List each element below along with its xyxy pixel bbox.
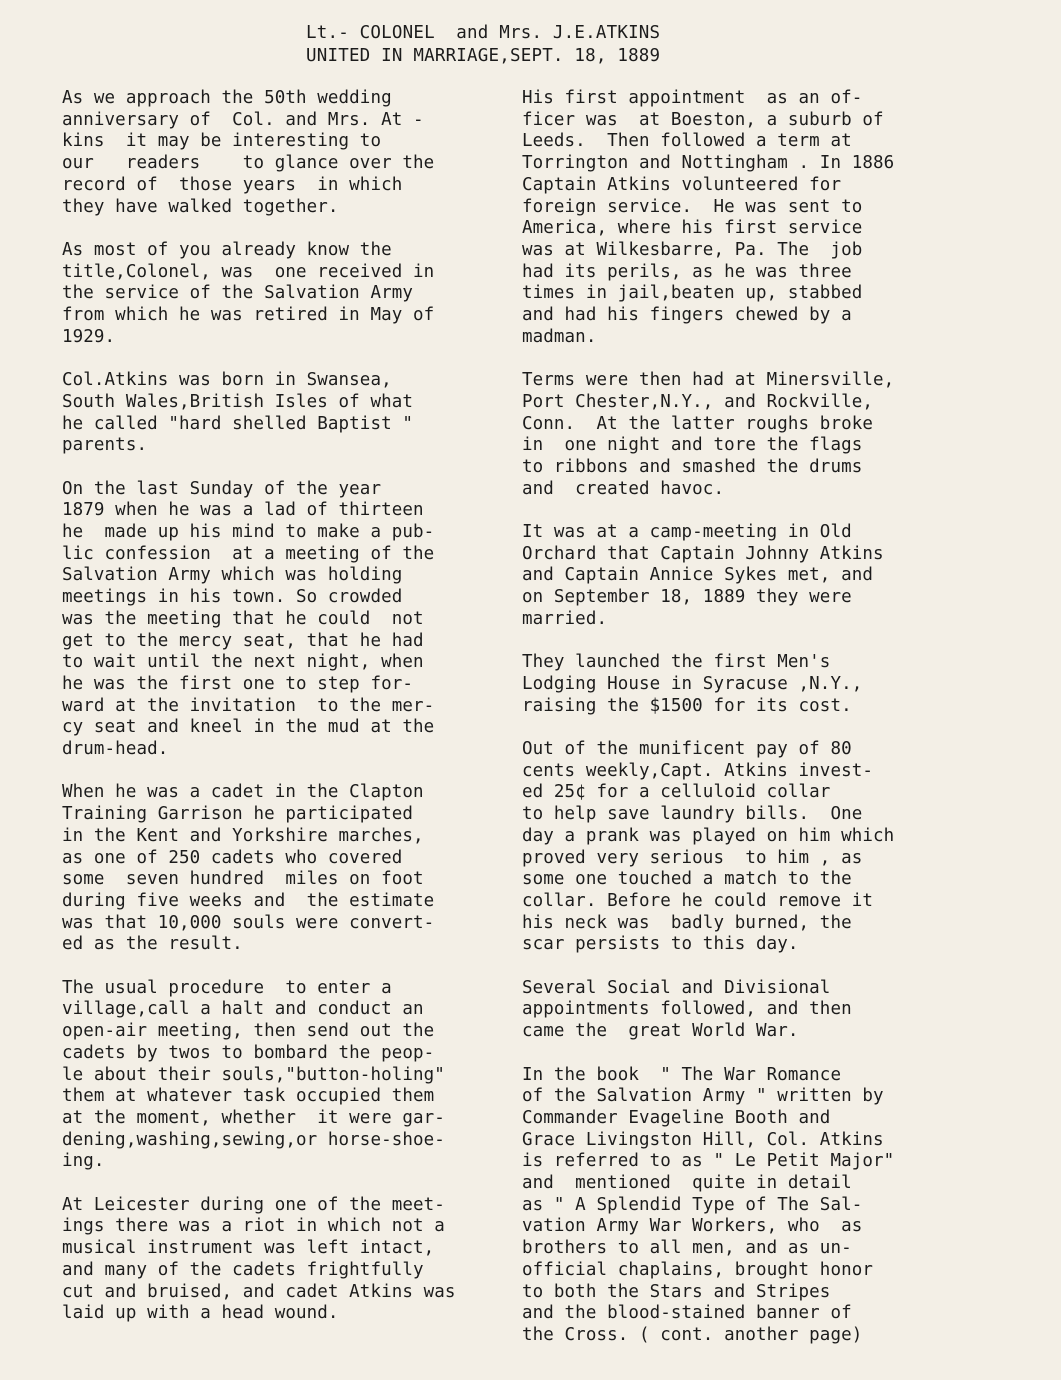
text-line: proved very serious to him , as — [522, 847, 863, 868]
paragraph-gap — [62, 218, 512, 240]
paragraph-gap — [62, 457, 512, 479]
paragraph-gap — [522, 956, 982, 978]
text-line: as one of 250 cadets who covered — [62, 847, 403, 868]
text-line: vation Army War Workers, who as — [522, 1216, 863, 1237]
text-line: 1879 when he was a lad of thirteen — [62, 500, 424, 521]
text-line: At Leicester during one of the meet- — [62, 1194, 445, 1215]
text-line: le about their souls,"button-holing" — [62, 1064, 445, 1085]
text-line: ficer was at Boeston, a suburb of — [522, 109, 884, 130]
text-line: foreign service. He was sent to — [522, 196, 863, 217]
text-line: Several Social and Divisional — [522, 977, 831, 998]
text-line: they have walked together. — [62, 196, 339, 217]
paragraph-gap — [522, 500, 982, 522]
text-line: Out of the munificent pay of 80 — [522, 739, 852, 760]
text-line: Torrington and Nottingham . In 1886 — [522, 153, 895, 174]
paragraph-gap — [522, 348, 982, 370]
text-line: the Cross. ( cont. another page) — [522, 1324, 863, 1345]
text-line: laid up with a head wound. — [62, 1303, 339, 1324]
paragraph — [62, 1195, 512, 1325]
text-line: on September 18, 1889 they were — [522, 587, 852, 608]
paragraph-gap — [62, 761, 512, 783]
text-line: record of those years in which — [62, 174, 403, 195]
text-line: meetings in his town. So crowded — [62, 587, 403, 608]
paragraph — [62, 479, 512, 761]
text-line: appointments followed, and then — [522, 999, 852, 1020]
text-line: came the great World War. — [522, 1021, 799, 1042]
text-line: The usual procedure to enter a — [62, 977, 392, 998]
paragraph — [522, 370, 982, 500]
paragraph-gap — [62, 956, 512, 978]
text-line: village,call a halt and conduct an — [62, 999, 424, 1020]
text-line: get to the mercy seat, that he had — [62, 630, 424, 651]
paragraph — [522, 522, 982, 631]
text-line: anniversary of Col. and Mrs. At - — [62, 109, 424, 130]
text-line: cut and bruised, and cadet Atkins was — [62, 1281, 456, 1302]
text-line: our readers to glance over the — [62, 153, 435, 174]
text-line: in one night and tore the flags — [522, 435, 863, 456]
text-line: Commander Evageline Booth and — [522, 1107, 831, 1128]
text-line: during five weeks and the estimate — [62, 890, 435, 911]
text-line: 1929. — [62, 326, 116, 347]
paragraph-gap — [522, 717, 982, 739]
text-line: some seven hundred miles on foot — [62, 869, 424, 890]
text-line: had its perils, as he was three — [522, 261, 852, 282]
text-line: As we approach the 50th wedding — [62, 88, 392, 108]
text-line: Lodging House in Syracuse ,N.Y., — [522, 673, 863, 694]
paragraph — [522, 652, 982, 717]
text-line: and many of the cadets frightfully — [62, 1259, 424, 1280]
text-line: to wait until the next night, when — [62, 652, 424, 673]
text-line: was that 10,000 souls were convert- — [62, 912, 435, 933]
text-line: ward at the invitation to the mer- — [62, 695, 435, 716]
text-line: Grace Livingston Hill, Col. Atkins — [522, 1129, 884, 1150]
text-line: lic confession at a meeting of the — [62, 543, 435, 564]
text-line: cadets by twos to bombard the peop- — [62, 1042, 435, 1063]
text-line: Captain Atkins volunteered for — [522, 174, 842, 195]
paragraph-gap — [62, 348, 512, 370]
text-line: raising the $1500 for its cost. — [522, 695, 852, 716]
text-line: cy seat and kneel in the mud at the — [62, 717, 435, 738]
text-line: ings there was a riot in which not a — [62, 1216, 445, 1237]
text-line: day a prank was played on him which — [522, 825, 895, 846]
paragraph — [62, 782, 512, 956]
text-line: at the moment, whether it were gar- — [62, 1107, 445, 1128]
text-line: he made up his mind to make a pub- — [62, 522, 435, 543]
text-line: and created havoc. — [522, 478, 725, 499]
text-line: open-air meeting, then send out the — [62, 1021, 435, 1042]
text-line: was the meeting that he could not — [62, 608, 424, 629]
text-line: As most of you already know the — [62, 239, 392, 260]
text-line: His first appointment as an of- — [522, 88, 863, 108]
text-line: he was the first one to step for- — [62, 673, 413, 694]
left-column — [62, 88, 512, 1325]
text-line: them at whatever task occupied them — [62, 1086, 435, 1107]
text-line: ed 25¢ for a celluloid collar — [522, 782, 831, 803]
text-line: in the Kent and Yorkshire marches, — [62, 825, 424, 846]
text-line: to both the Stars and Stripes — [522, 1281, 831, 1302]
text-line: and the blood-stained banner of — [522, 1303, 852, 1324]
text-line: official chaplains, brought honor — [522, 1259, 873, 1280]
paragraph-gap — [62, 1173, 512, 1195]
text-line: musical instrument was left intact, — [62, 1238, 435, 1259]
text-line: South Wales,British Isles of what — [62, 391, 413, 412]
text-line: Port Chester,N.Y., and Rockville, — [522, 391, 873, 412]
text-line: to help save laundry bills. One — [522, 804, 863, 825]
text-line: from which he was retired in May of — [62, 305, 435, 326]
header-line-2: UNITED IN MARRIAGE,SEPT. 18, 1889 — [306, 46, 661, 66]
text-line: collar. Before he could remove it — [522, 890, 873, 911]
paragraph — [62, 240, 512, 349]
paragraph — [522, 739, 982, 956]
text-line: ing. — [62, 1151, 105, 1172]
text-line: brothers to all men, and as un- — [522, 1238, 852, 1259]
text-line: as " A Splendid Type of The Sal- — [522, 1194, 863, 1215]
text-line: Conn. At the latter roughs broke — [522, 413, 873, 434]
text-line: and Captain Annice Sykes met, and — [522, 565, 873, 586]
text-line: Leeds. Then followed a term at — [522, 131, 852, 152]
text-line: dening,washing,sewing,or horse-shoe- — [62, 1129, 445, 1150]
paragraph-gap — [522, 631, 982, 653]
text-line: It was at a camp-meeting in Old — [522, 522, 852, 543]
text-line: ed as the result. — [62, 934, 243, 955]
text-line: times in jail,beaten up, stabbed — [522, 283, 863, 304]
text-line: he called "hard shelled Baptist " — [62, 413, 413, 434]
text-line: kins it may be interesting to — [62, 131, 382, 152]
text-line: scar persists to this day. — [522, 934, 799, 955]
paragraph — [62, 88, 512, 218]
text-line: America, where his first service — [522, 218, 863, 239]
text-line: Training Garrison he participated — [62, 804, 413, 825]
text-line: They launched the first Men's — [522, 652, 831, 673]
text-line: and mentioned quite in detail — [522, 1173, 852, 1194]
text-line: is referred to as " Le Petit Major" — [522, 1151, 895, 1172]
text-line: drum-head. — [62, 739, 169, 760]
article-header — [306, 22, 746, 68]
text-line: Terms were then had at Minersville, — [522, 370, 895, 391]
text-line: Salvation Army which was holding — [62, 565, 403, 586]
text-line: Orchard that Captain Johnny Atkins — [522, 543, 884, 564]
text-line: In the book " The War Romance — [522, 1064, 842, 1085]
header-line-1: Lt.- COLONEL and Mrs. J.E.ATKINS — [306, 23, 661, 43]
paragraph — [522, 88, 982, 348]
right-column — [522, 88, 982, 1347]
paragraph — [62, 370, 512, 457]
text-line: title,Colonel, was one received in — [62, 261, 435, 282]
text-line: of the Salvation Army " written by — [522, 1086, 884, 1107]
text-line: and had his fingers chewed by a — [522, 305, 852, 326]
text-line: When he was a cadet in the Clapton — [62, 782, 424, 803]
text-line: madman. — [522, 326, 597, 347]
text-line: his neck was badly burned, the — [522, 912, 852, 933]
text-line: was at Wilkesbarre, Pa. The job — [522, 239, 863, 260]
paragraph — [522, 978, 982, 1043]
paragraph-gap — [522, 1043, 982, 1065]
paragraph — [62, 978, 512, 1173]
text-line: Col.Atkins was born in Swansea, — [62, 370, 392, 391]
text-line: married. — [522, 608, 608, 629]
text-line: On the last Sunday of the year — [62, 478, 382, 499]
paragraph — [522, 1065, 982, 1347]
text-line: to ribbons and smashed the drums — [522, 456, 863, 477]
text-line: cents weekly,Capt. Atkins invest- — [522, 760, 873, 781]
text-line: some one touched a match to the — [522, 869, 852, 890]
text-line: the service of the Salvation Army — [62, 283, 413, 304]
text-line: parents. — [62, 435, 148, 456]
